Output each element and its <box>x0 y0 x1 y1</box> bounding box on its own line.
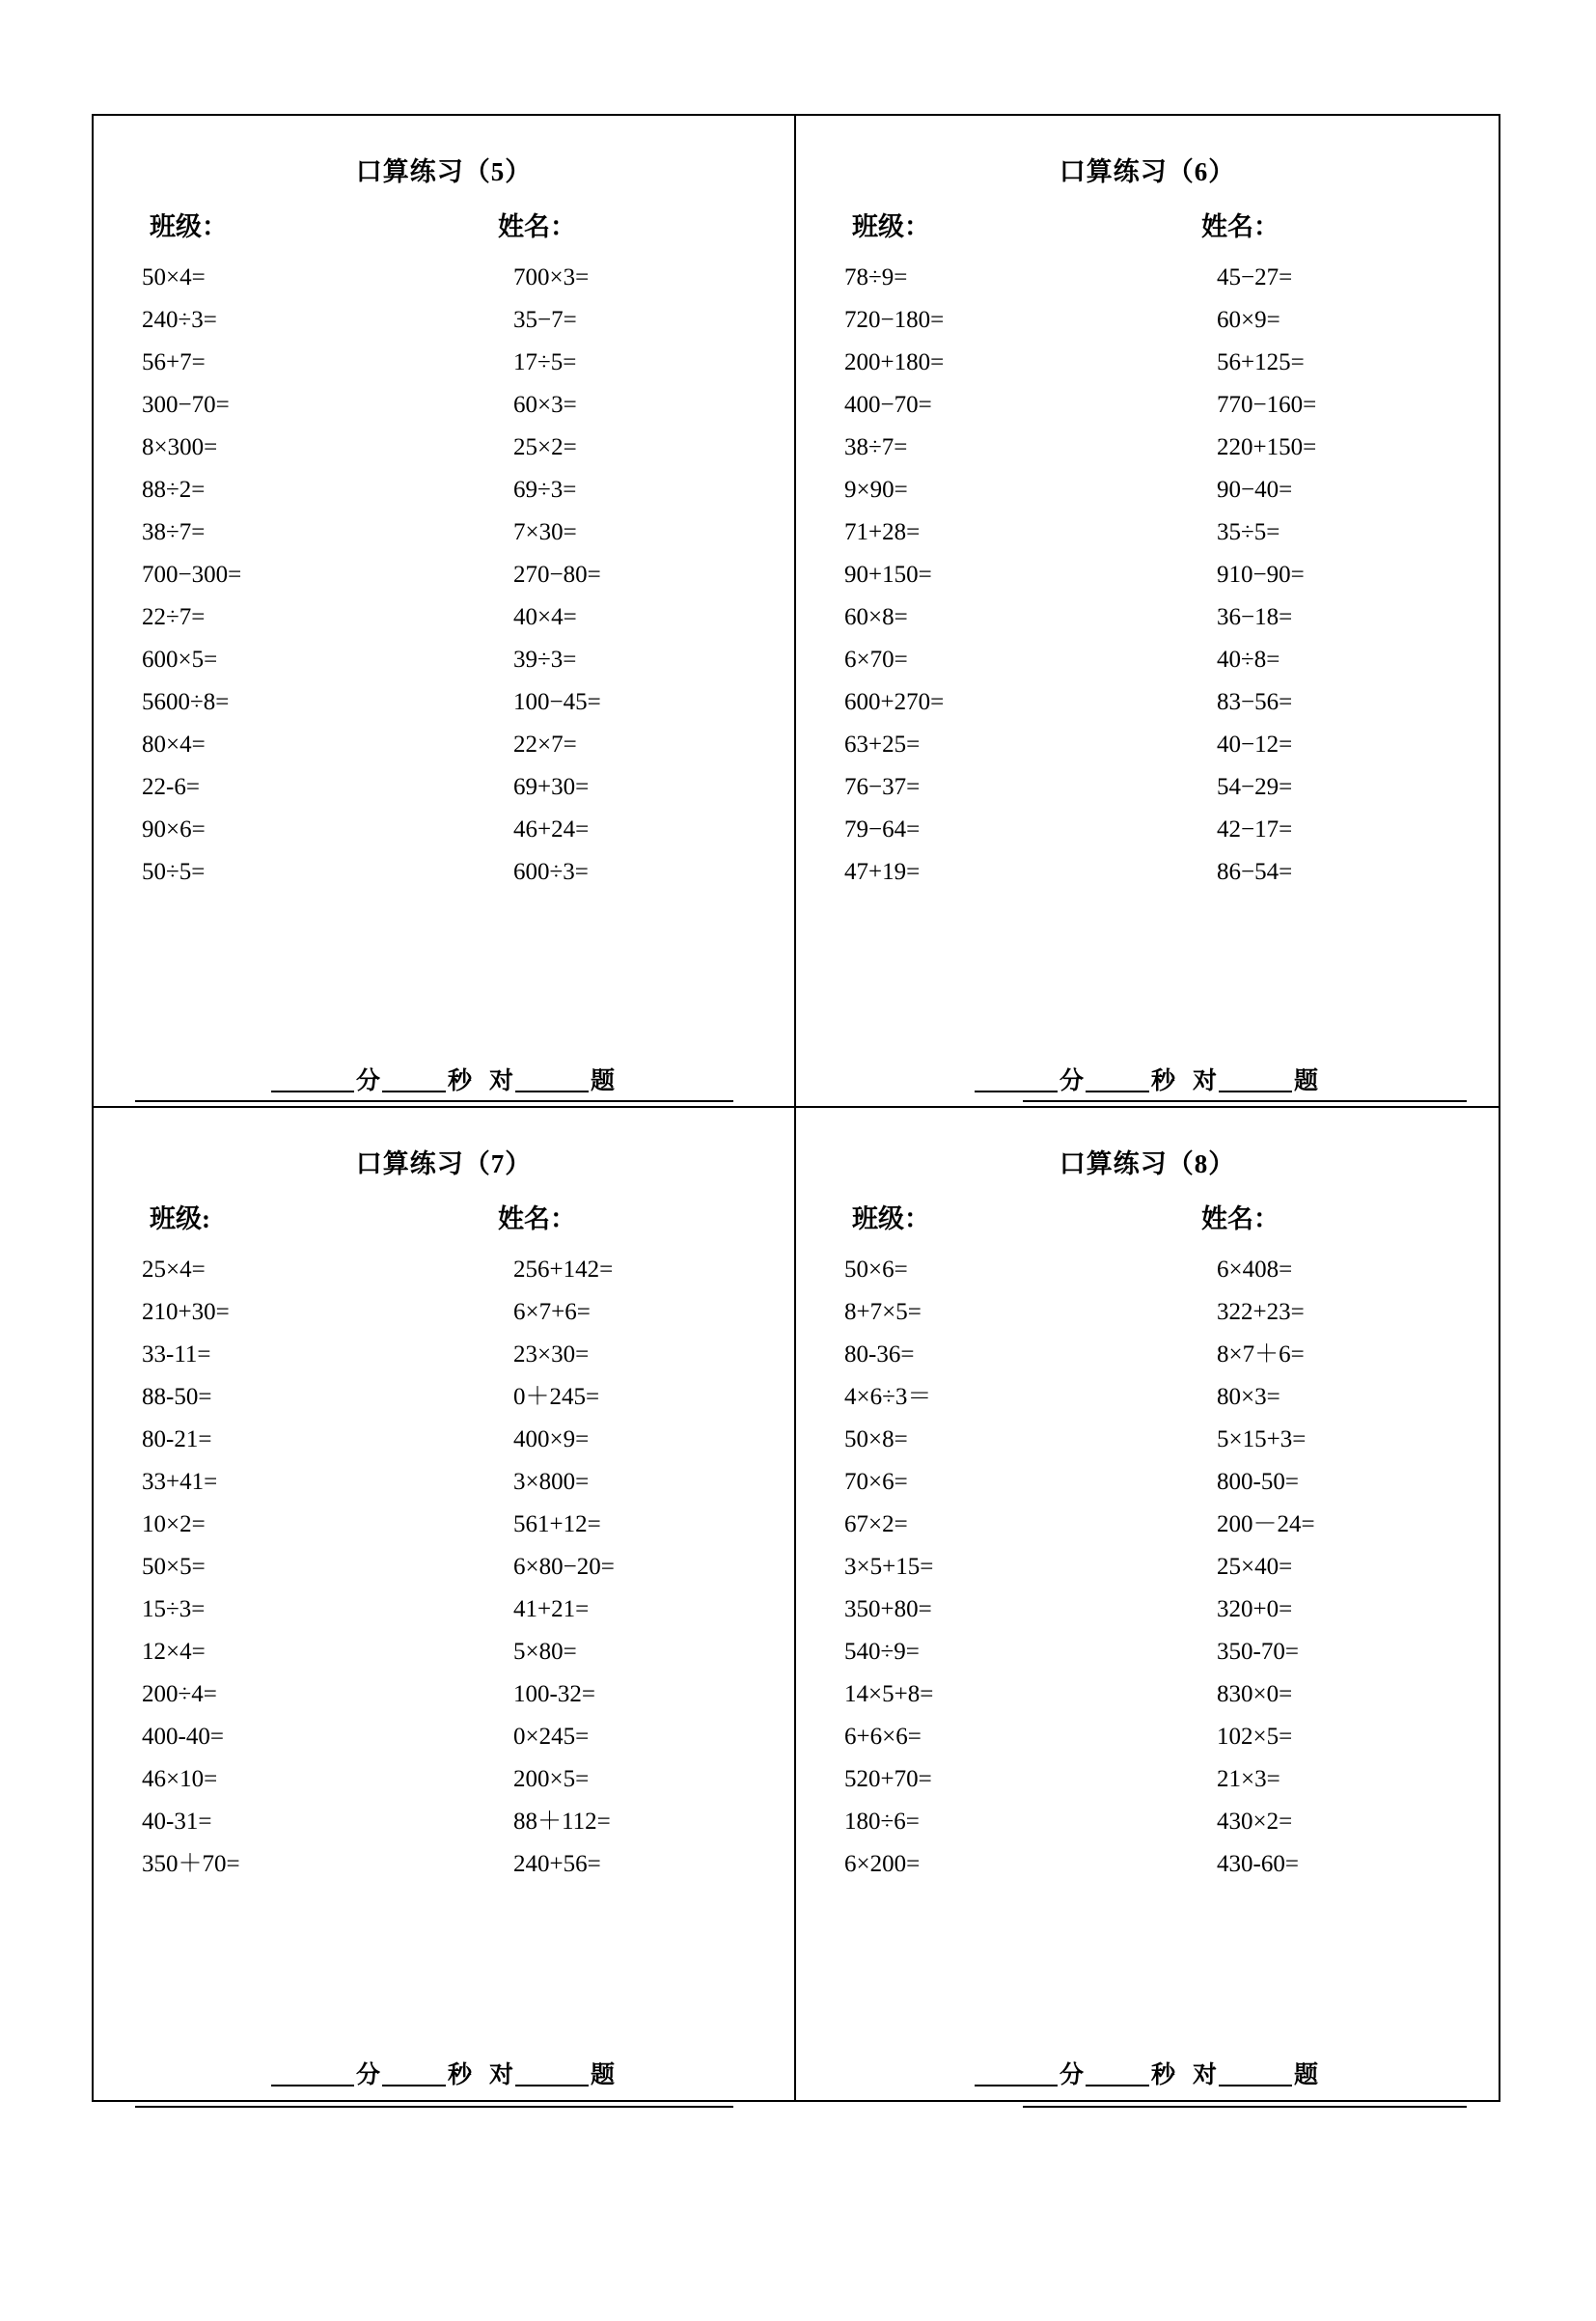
correct-suffix: 题 <box>591 2062 616 2088</box>
problem-item: 8+7×5= <box>844 1299 922 1325</box>
problem-item: 46×10= <box>142 1766 218 1792</box>
minutes-unit: 分 <box>1059 1068 1084 1094</box>
problem-item: 322+23= <box>1217 1299 1305 1325</box>
problem-item: 6×200= <box>844 1851 921 1877</box>
correct-suffix: 题 <box>1294 1068 1319 1094</box>
problem-item: 90+150= <box>844 562 932 588</box>
problem-item: 200×5= <box>513 1766 590 1792</box>
problem-item: 800-50= <box>1217 1469 1299 1495</box>
problem-item: 15÷3= <box>142 1596 206 1622</box>
problem-item: 41+21= <box>513 1596 590 1622</box>
minutes-blank <box>271 1067 354 1092</box>
problem-item: 400−70= <box>844 392 932 418</box>
student-meta-row <box>835 1198 1460 1235</box>
cut-line <box>1023 2106 1467 2108</box>
problem-item: 430-60= <box>1217 1851 1299 1877</box>
problem-item: 90−40= <box>1217 477 1293 503</box>
seconds-blank <box>382 1067 446 1092</box>
minutes-unit: 分 <box>355 1068 380 1094</box>
minutes-blank <box>271 2061 354 2086</box>
problem-item: 60×9= <box>1217 307 1280 333</box>
problem-item: 56+7= <box>142 349 206 375</box>
score-footer <box>132 2050 756 2090</box>
problem-item: 80×4= <box>142 732 206 758</box>
problem-item: 770−160= <box>1217 392 1317 418</box>
page-title: 口算练习（6） <box>1059 157 1236 186</box>
name-label: 姓名： <box>1201 1204 1280 1233</box>
problem-item: 69+30= <box>513 774 590 800</box>
correct-blank <box>1219 1067 1292 1092</box>
problem-grid <box>132 1249 756 2050</box>
correct-blank <box>515 1067 589 1092</box>
seconds-unit: 秒 <box>447 2062 472 2088</box>
correct-prefix: 对 <box>489 2062 514 2088</box>
problem-item: 8×300= <box>142 434 218 460</box>
correct-prefix: 对 <box>1193 2062 1218 2088</box>
class-label: 班级： <box>150 212 228 241</box>
problem-item: 40×4= <box>513 604 577 630</box>
problem-item: 200÷4= <box>142 1681 217 1707</box>
problem-item: 35−7= <box>513 307 577 333</box>
problem-grid <box>835 1249 1460 2050</box>
problem-item: 50×5= <box>142 1554 206 1580</box>
problem-item: 200－24= <box>1217 1511 1315 1537</box>
problem-item: 35÷5= <box>1217 519 1280 545</box>
seconds-unit: 秒 <box>1150 1068 1175 1094</box>
problem-item: 320+0= <box>1217 1596 1293 1622</box>
problem-item: 79−64= <box>844 816 921 843</box>
minutes-unit: 分 <box>1059 2062 1084 2088</box>
worksheet-section-8 <box>796 1108 1499 2100</box>
problem-item: 256+142= <box>513 1257 614 1283</box>
problem-item: 50×6= <box>844 1257 908 1283</box>
problem-item: 540÷9= <box>844 1639 920 1665</box>
problem-item: 25×40= <box>1217 1554 1293 1580</box>
problem-item: 6×80−20= <box>513 1554 615 1580</box>
problem-item: 5600÷8= <box>142 689 230 715</box>
problem-item: 700−300= <box>142 562 242 588</box>
problem-item: 430×2= <box>1217 1809 1293 1835</box>
correct-prefix: 对 <box>1193 1068 1218 1094</box>
problem-item: 23×30= <box>513 1341 590 1368</box>
problem-item: 45−27= <box>1217 264 1293 290</box>
cut-line <box>135 2106 733 2108</box>
problem-item: 3×800= <box>513 1469 590 1495</box>
correct-prefix: 对 <box>489 1068 514 1094</box>
problem-item: 600×5= <box>142 647 218 673</box>
problem-item: 38÷7= <box>844 434 908 460</box>
cut-line <box>1023 1100 1467 1102</box>
problem-item: 40−12= <box>1217 732 1293 758</box>
problem-item: 200+180= <box>844 349 945 375</box>
problem-item: 600÷3= <box>513 859 589 885</box>
problem-item: 102×5= <box>1217 1724 1293 1750</box>
problem-item: 80-21= <box>142 1426 212 1452</box>
problem-item: 10×2= <box>142 1511 206 1537</box>
problem-item: 25×2= <box>513 434 577 460</box>
problem-item: 6×70= <box>844 647 908 673</box>
score-footer <box>835 2050 1460 2090</box>
problem-item: 0＋245= <box>513 1384 600 1410</box>
problem-item: 54−29= <box>1217 774 1293 800</box>
score-footer <box>835 1056 1460 1096</box>
problem-item: 350＋70= <box>142 1851 240 1877</box>
seconds-blank <box>1086 1067 1149 1092</box>
student-meta-row <box>132 1198 756 1235</box>
cut-line <box>135 1100 733 1102</box>
problem-item: 910−90= <box>1217 562 1305 588</box>
problem-item: 350+80= <box>844 1596 932 1622</box>
problem-item: 12×4= <box>142 1639 206 1665</box>
problem-item: 561+12= <box>513 1511 601 1537</box>
problem-item: 42−17= <box>1217 816 1293 843</box>
problem-item: 100−45= <box>513 689 601 715</box>
problem-item: 90×6= <box>142 816 206 843</box>
problem-item: 400-40= <box>142 1724 224 1750</box>
worksheet-page <box>92 114 1500 2102</box>
problem-item: 47+19= <box>844 859 921 885</box>
correct-blank <box>1219 2061 1292 2086</box>
problem-item: 33-11= <box>142 1341 211 1368</box>
problem-item: 25×4= <box>142 1257 206 1283</box>
correct-suffix: 题 <box>1294 2062 1319 2088</box>
page-title: 口算练习（7） <box>355 1149 533 1178</box>
problem-item: 720−180= <box>844 307 945 333</box>
problem-item: 50÷5= <box>142 859 206 885</box>
problem-item: 70×6= <box>844 1469 908 1495</box>
problem-item: 83−56= <box>1217 689 1293 715</box>
problem-item: 38÷7= <box>142 519 206 545</box>
problem-item: 60×3= <box>513 392 577 418</box>
problem-item: 210+30= <box>142 1299 230 1325</box>
problem-grid <box>835 257 1460 1056</box>
problem-item: 56+125= <box>1217 349 1305 375</box>
problem-item: 180÷6= <box>844 1809 920 1835</box>
problem-item: 350-70= <box>1217 1639 1299 1665</box>
problem-item: 3×5+15= <box>844 1554 934 1580</box>
problem-item: 5×80= <box>513 1639 577 1665</box>
problem-item: 21×3= <box>1217 1766 1280 1792</box>
seconds-blank <box>382 2061 446 2086</box>
problem-item: 7×30= <box>513 519 577 545</box>
problem-item: 46+24= <box>513 816 590 843</box>
problem-item: 69÷3= <box>513 477 577 503</box>
problem-item: 700×3= <box>513 264 590 290</box>
problem-item: 270−80= <box>513 562 601 588</box>
page-title: 口算练习（8） <box>1059 1149 1236 1178</box>
problem-item: 40÷8= <box>1217 647 1280 673</box>
problem-item: 22×7= <box>513 732 577 758</box>
problem-item: 86−54= <box>1217 859 1293 885</box>
problem-item: 300−70= <box>142 392 230 418</box>
worksheet-section-6 <box>796 116 1499 1108</box>
problem-item: 80×3= <box>1217 1384 1280 1410</box>
problem-item: 0×245= <box>513 1724 590 1750</box>
problem-grid <box>132 257 756 1056</box>
worksheet-section-7 <box>94 1108 796 2100</box>
problem-item: 6×408= <box>1217 1257 1293 1283</box>
problem-item: 88-50= <box>142 1384 212 1410</box>
correct-suffix: 题 <box>591 1068 616 1094</box>
problem-item: 60×8= <box>844 604 908 630</box>
problem-item: 14×5+8= <box>844 1681 934 1707</box>
problem-item: 4×6÷3＝ <box>844 1384 932 1410</box>
problem-item: 88＋112= <box>513 1809 611 1835</box>
problem-item: 39÷3= <box>513 647 577 673</box>
problem-item: 50×8= <box>844 1426 908 1452</box>
minutes-blank <box>975 1067 1058 1092</box>
problem-item: 36−18= <box>1217 604 1293 630</box>
seconds-blank <box>1086 2061 1149 2086</box>
worksheet-section-5 <box>94 116 796 1108</box>
problem-item: 22÷7= <box>142 604 206 630</box>
page-title: 口算练习（5） <box>355 157 533 186</box>
minutes-blank <box>975 2061 1058 2086</box>
problem-item: 22-6= <box>142 774 200 800</box>
minutes-unit: 分 <box>355 2062 380 2088</box>
name-label: 姓名： <box>498 1204 576 1233</box>
problem-item: 50×4= <box>142 264 206 290</box>
problem-item: 5×15+3= <box>1217 1426 1307 1452</box>
seconds-unit: 秒 <box>1150 2062 1175 2088</box>
class-label: 班级: <box>150 1204 210 1233</box>
problem-item: 88÷2= <box>142 477 206 503</box>
problem-item: 6+6×6= <box>844 1724 922 1750</box>
problem-item: 67×2= <box>844 1511 908 1537</box>
problem-item: 80-36= <box>844 1341 915 1368</box>
class-label: 班级： <box>852 1204 930 1233</box>
problem-item: 33+41= <box>142 1469 218 1495</box>
problem-item: 63+25= <box>844 732 921 758</box>
student-meta-row <box>835 206 1460 243</box>
problem-item: 830×0= <box>1217 1681 1293 1707</box>
problem-item: 240÷3= <box>142 307 217 333</box>
student-meta-row <box>132 206 756 243</box>
problem-item: 78÷9= <box>844 264 908 290</box>
seconds-unit: 秒 <box>447 1068 472 1094</box>
name-label: 姓名： <box>498 212 576 241</box>
problem-item: 17÷5= <box>513 349 577 375</box>
score-footer <box>132 1056 756 1096</box>
problem-item: 9×90= <box>844 477 908 503</box>
problem-item: 76−37= <box>844 774 921 800</box>
problem-item: 220+150= <box>1217 434 1317 460</box>
class-label: 班级： <box>852 212 930 241</box>
problem-item: 400×9= <box>513 1426 590 1452</box>
problem-item: 600+270= <box>844 689 945 715</box>
problem-item: 240+56= <box>513 1851 601 1877</box>
problem-item: 71+28= <box>844 519 921 545</box>
problem-item: 40-31= <box>142 1809 212 1835</box>
problem-item: 520+70= <box>844 1766 932 1792</box>
name-label: 姓名： <box>1201 212 1280 241</box>
problem-item: 8×7＋6= <box>1217 1341 1305 1368</box>
correct-blank <box>515 2061 589 2086</box>
problem-item: 6×7+6= <box>513 1299 591 1325</box>
problem-item: 100-32= <box>513 1681 595 1707</box>
